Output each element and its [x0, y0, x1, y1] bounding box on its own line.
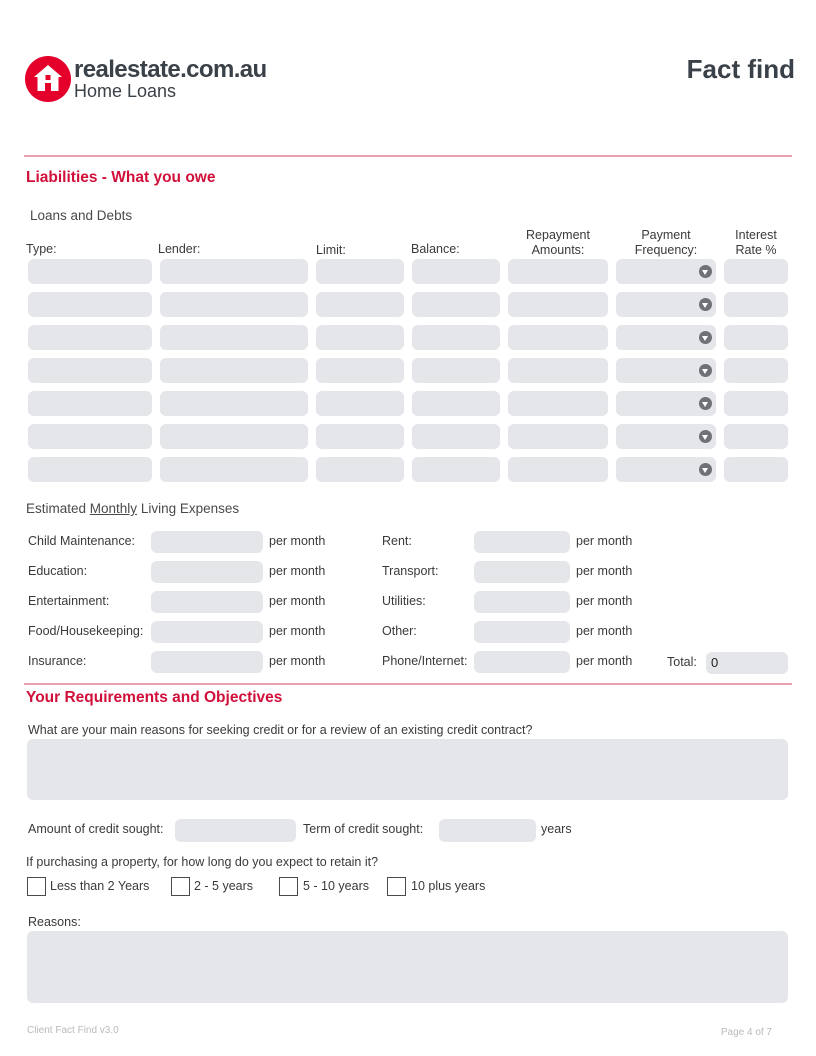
total-label: Total: — [667, 655, 697, 669]
col-repayment-header: Repayment Amounts: — [526, 228, 590, 257]
total-field[interactable] — [706, 652, 788, 674]
type-field[interactable] — [28, 391, 152, 416]
chevron-down-icon[interactable] — [699, 397, 712, 410]
lender-field[interactable] — [160, 358, 308, 383]
per-month-label: per month — [269, 624, 326, 638]
frequency-select[interactable] — [616, 391, 716, 416]
expense-amount-field[interactable] — [151, 651, 263, 673]
per-month-label: per month — [269, 654, 326, 668]
frequency-select[interactable] — [616, 292, 716, 317]
liabilities-section-title: Liabilities - What you owe — [26, 169, 216, 186]
lender-field[interactable] — [160, 259, 308, 284]
interest-field[interactable] — [724, 292, 788, 317]
term-credit-field[interactable] — [439, 819, 536, 842]
interest-field[interactable] — [724, 358, 788, 383]
section-divider — [24, 683, 792, 685]
footer-page-number: Page 4 of 7 — [720, 1027, 772, 1038]
retain-question: If purchasing a property, for how long do you expect to retain it? — [26, 855, 379, 869]
col-type-header: Type: — [26, 242, 57, 256]
expense-amount-field[interactable] — [474, 531, 570, 553]
per-month-label: per month — [269, 534, 326, 548]
col-balance-header: Balance: — [411, 242, 460, 256]
limit-field[interactable] — [316, 325, 404, 350]
expense-label: Other: — [382, 624, 417, 638]
type-field[interactable] — [28, 358, 152, 383]
balance-field[interactable] — [412, 391, 500, 416]
frequency-select[interactable] — [616, 259, 716, 284]
expense-amount-field[interactable] — [151, 621, 263, 643]
checkbox-less-than-2-years[interactable] — [27, 877, 46, 896]
per-month-label: per month — [269, 564, 326, 578]
term-unit-label: years — [541, 822, 572, 836]
expense-label: Child Maintenance: — [28, 534, 136, 548]
repayment-field[interactable] — [508, 391, 608, 416]
checkbox-5-10-years[interactable] — [279, 877, 298, 896]
col-interest-header: Interest Rate % — [735, 228, 777, 257]
frequency-select[interactable] — [616, 358, 716, 383]
requirements-section-title: Your Requirements and Objectives — [26, 689, 283, 706]
reasons-question: What are your main reasons for seeking credit or for a review of an existing credit contract? — [28, 723, 533, 737]
section-divider — [24, 155, 792, 157]
frequency-select[interactable] — [616, 457, 716, 482]
checkbox-10-plus-years[interactable] — [387, 877, 406, 896]
col-frequency-header: Payment Frequency: — [634, 228, 698, 257]
balance-field[interactable] — [412, 325, 500, 350]
frequency-select[interactable] — [616, 424, 716, 449]
page-title: Fact find — [686, 54, 795, 84]
expenses-subtitle: Estimated Monthly Living Expenses — [26, 501, 240, 516]
expense-amount-field[interactable] — [151, 591, 263, 613]
per-month-label: per month — [269, 594, 326, 608]
repayment-field[interactable] — [508, 424, 608, 449]
interest-field[interactable] — [724, 259, 788, 284]
chevron-down-icon[interactable] — [699, 463, 712, 476]
lender-field[interactable] — [160, 292, 308, 317]
expense-amount-field[interactable] — [474, 561, 570, 583]
interest-field[interactable] — [724, 391, 788, 416]
balance-field[interactable] — [412, 457, 500, 482]
balance-field[interactable] — [412, 292, 500, 317]
expense-amount-field[interactable] — [151, 561, 263, 583]
interest-field[interactable] — [724, 457, 788, 482]
chevron-down-icon[interactable] — [699, 265, 712, 278]
limit-field[interactable] — [316, 424, 404, 449]
expense-label: Education: — [28, 564, 88, 578]
checkbox-2-5-years[interactable] — [171, 877, 190, 896]
limit-field[interactable] — [316, 292, 404, 317]
expense-label: Food/Housekeeping: — [28, 624, 144, 638]
interest-field[interactable] — [724, 424, 788, 449]
reasons-textarea[interactable] — [27, 739, 788, 800]
per-month-label: per month — [576, 624, 633, 638]
chevron-down-icon[interactable] — [699, 298, 712, 311]
term-credit-label: Term of credit sought: — [303, 822, 424, 836]
repayment-field[interactable] — [508, 259, 608, 284]
amount-credit-field[interactable] — [175, 819, 296, 842]
expense-label: Entertainment: — [28, 594, 110, 608]
option-label: 10 plus years — [411, 879, 486, 893]
per-month-label: per month — [576, 534, 633, 548]
type-field[interactable] — [28, 325, 152, 350]
repayment-field[interactable] — [508, 358, 608, 383]
logo-house-icon — [25, 56, 71, 102]
lender-field[interactable] — [160, 424, 308, 449]
limit-field[interactable] — [316, 358, 404, 383]
type-field[interactable] — [28, 457, 152, 482]
balance-field[interactable] — [412, 259, 500, 284]
per-month-label: per month — [576, 594, 633, 608]
expense-label: Insurance: — [28, 654, 87, 668]
balance-field[interactable] — [412, 424, 500, 449]
chevron-down-icon[interactable] — [699, 364, 712, 377]
per-month-label: per month — [576, 654, 633, 668]
expense-amount-field[interactable] — [474, 621, 570, 643]
limit-field[interactable] — [316, 391, 404, 416]
expense-label: Phone/Internet: — [382, 654, 468, 668]
amount-credit-label: Amount of credit sought: — [28, 822, 164, 836]
loans-debts-subtitle: Loans and Debts — [30, 208, 133, 223]
expense-label: Utilities: — [382, 594, 426, 608]
col-limit-header: Limit: — [316, 243, 346, 257]
expense-label: Transport: — [382, 564, 439, 578]
expense-amount-field[interactable] — [474, 651, 570, 673]
interest-field[interactable] — [724, 325, 788, 350]
repayment-field[interactable] — [508, 325, 608, 350]
reasons-retain-textarea[interactable] — [27, 931, 788, 1003]
type-field[interactable] — [28, 424, 152, 449]
frequency-select[interactable] — [616, 325, 716, 350]
logo-sub-brand: Home Loans — [74, 81, 177, 101]
expense-amount-field[interactable] — [474, 591, 570, 613]
option-label: 2 - 5 years — [194, 879, 254, 893]
lender-field[interactable] — [160, 325, 308, 350]
lender-field[interactable] — [160, 457, 308, 482]
chevron-down-icon[interactable] — [699, 430, 712, 443]
reasons-label: Reasons: — [28, 915, 81, 929]
col-lender-header: Lender: — [158, 242, 201, 256]
footer-version: Client Fact Find v3.0 — [27, 1025, 119, 1036]
limit-field[interactable] — [316, 457, 404, 482]
lender-field[interactable] — [160, 391, 308, 416]
type-field[interactable] — [28, 292, 152, 317]
balance-field[interactable] — [412, 358, 500, 383]
logo-brand: realestate.com.au — [74, 56, 267, 83]
expense-amount-field[interactable] — [151, 531, 263, 553]
expense-label: Rent: — [382, 534, 412, 548]
repayment-field[interactable] — [508, 292, 608, 317]
repayment-field[interactable] — [508, 457, 608, 482]
limit-field[interactable] — [316, 259, 404, 284]
type-field[interactable] — [28, 259, 152, 284]
total-value: 0 — [711, 655, 719, 670]
chevron-down-icon[interactable] — [699, 331, 712, 344]
option-label: Less than 2 Years — [50, 879, 150, 893]
per-month-label: per month — [576, 564, 633, 578]
option-label: 5 - 10 years — [303, 879, 370, 893]
